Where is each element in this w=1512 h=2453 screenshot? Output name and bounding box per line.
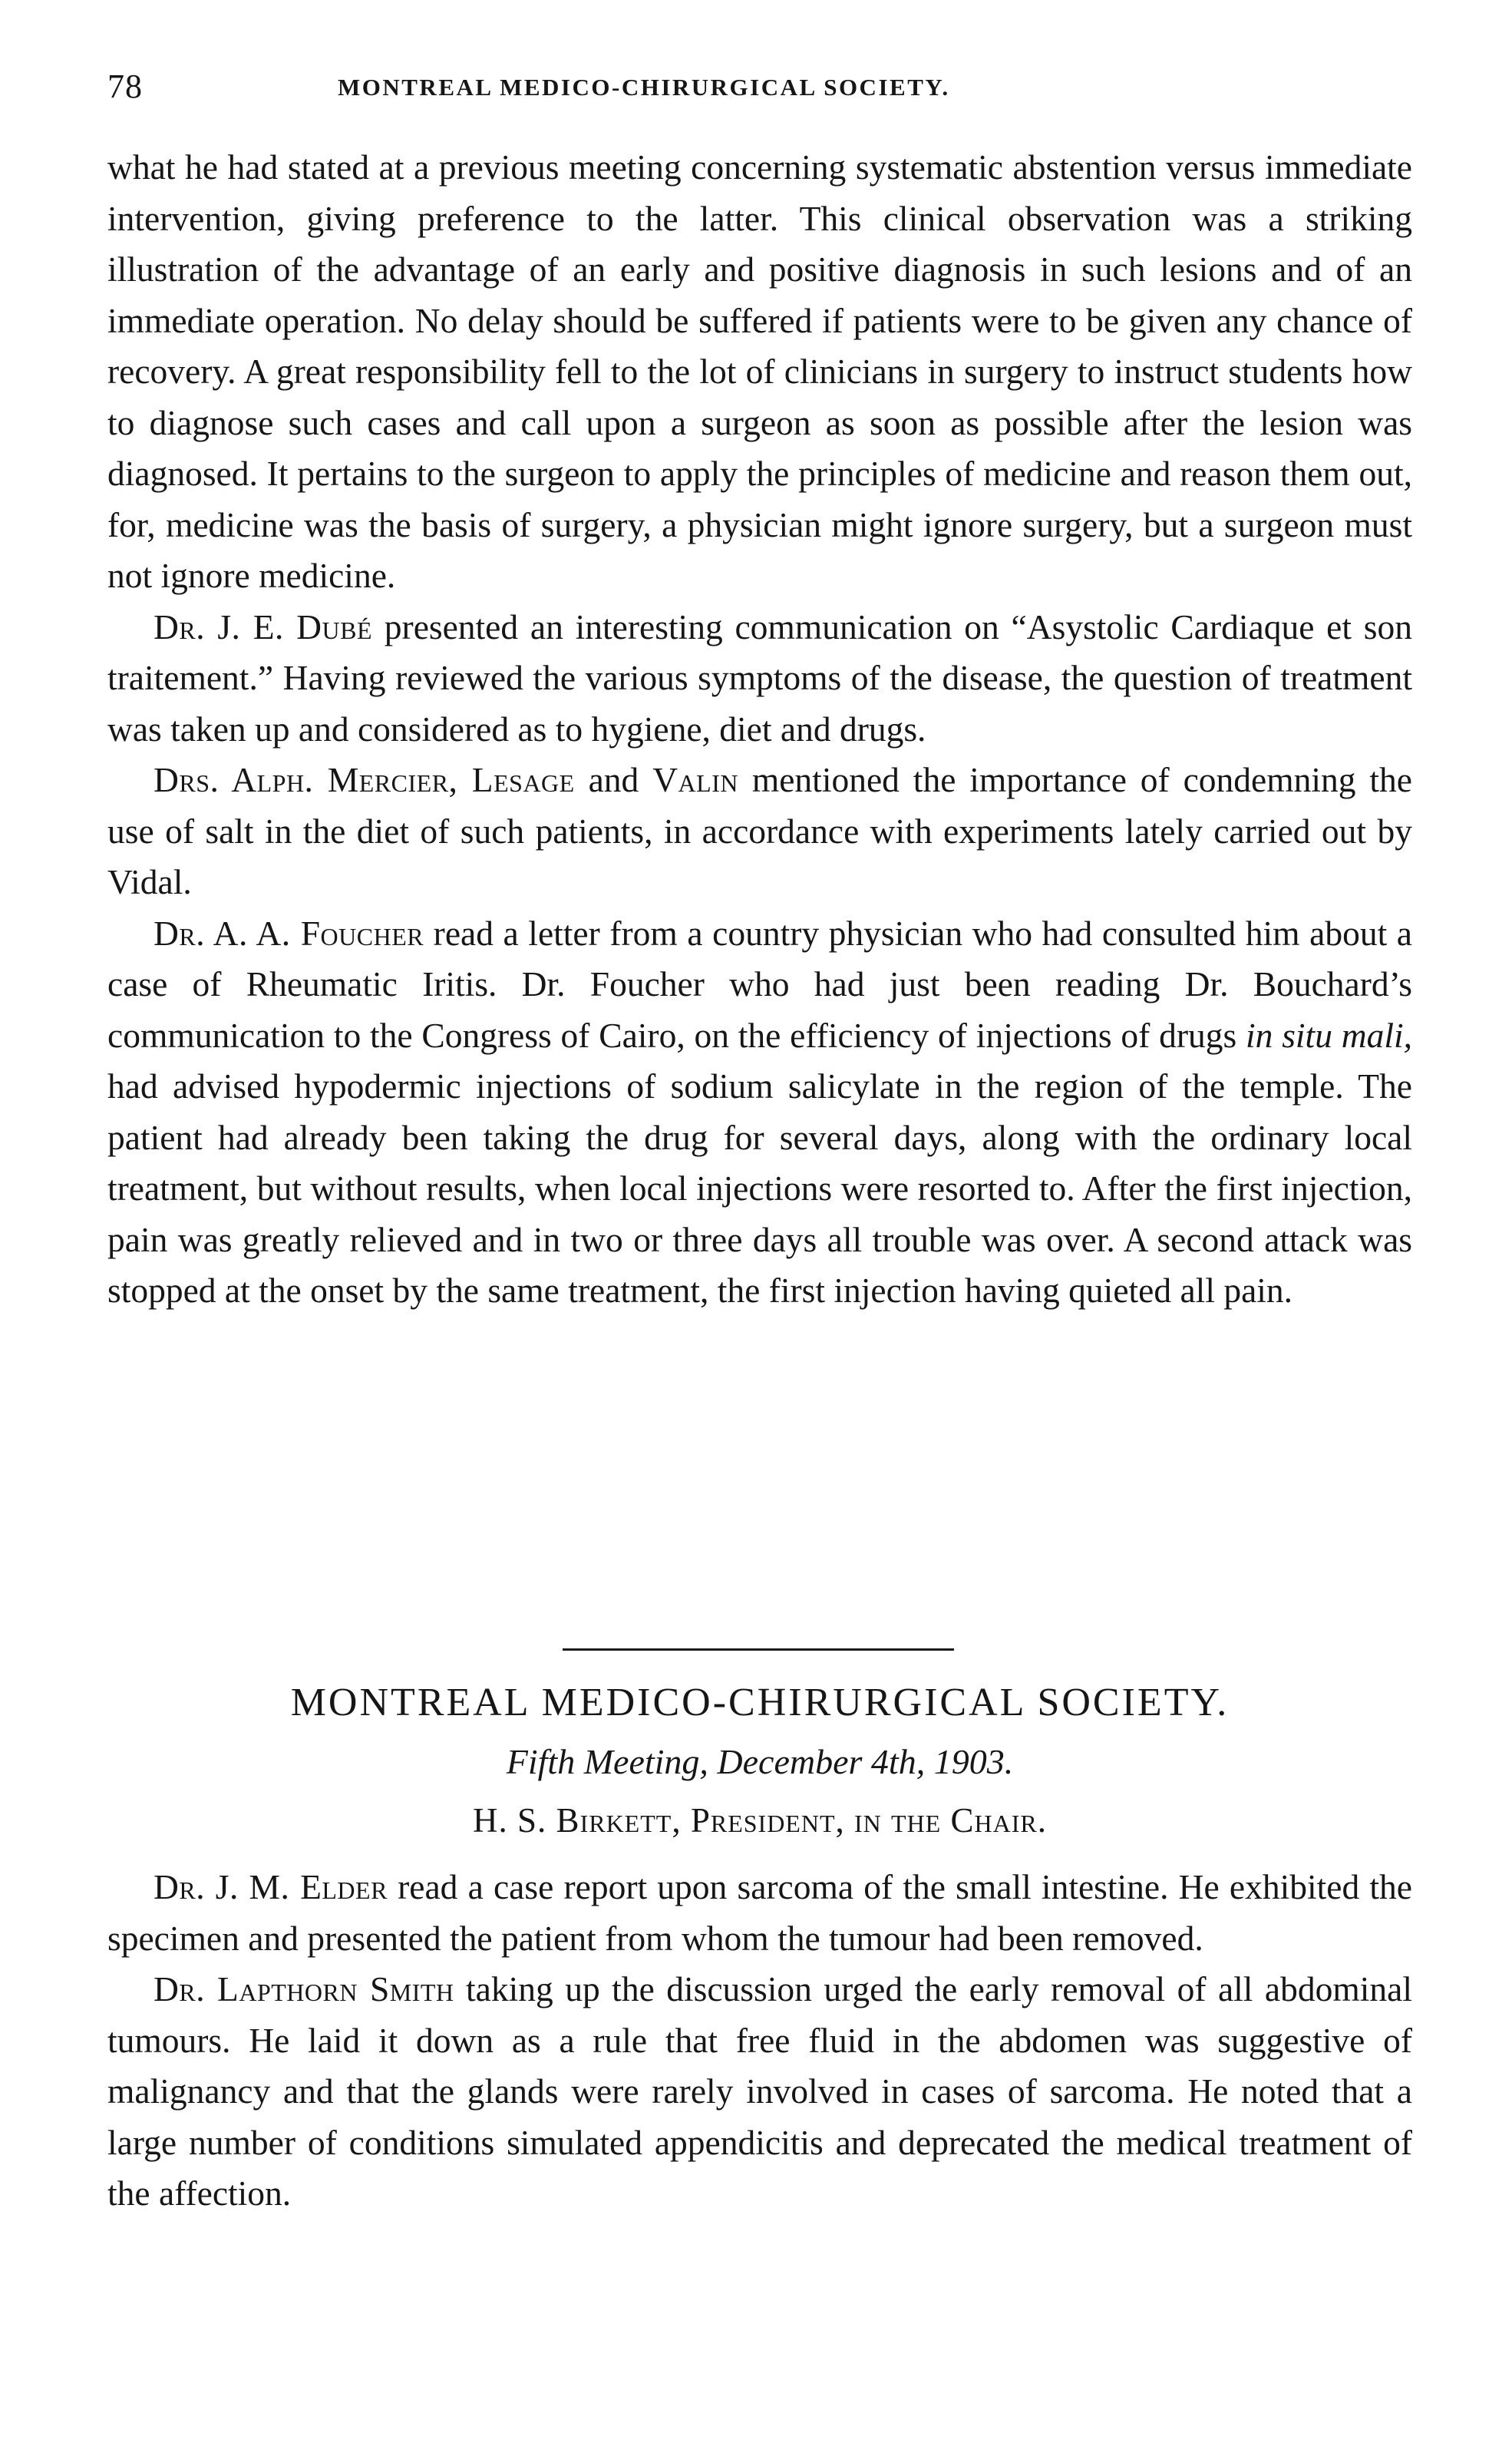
first-section-body	[107, 142, 1412, 1317]
italic-in-situ-mali: in situ mali,	[1246, 1015, 1412, 1055]
section-title: MONTREAL MEDICO-CHIRURGICAL SOCIETY.	[290, 1681, 1230, 1724]
speaker-elder: Dr. J. M. Elder	[154, 1867, 388, 1906]
paragraph-smith	[107, 1964, 1412, 2220]
speaker-foucher: Dr. A. A. Foucher	[154, 913, 424, 953]
speaker-lapthorn-smith: Dr. Lapthorn Smith	[154, 1969, 454, 2008]
paragraph-dube-text: presented an interesting communication on “Asystolic Cardiaque et son traitement.” Having reviewed the various symptoms of the disease, the question of treatment was taken up and considered as to hygiene, diet and drugs.	[107, 607, 1412, 749]
paragraph-dube	[107, 602, 1412, 755]
paragraph-foucher-text-b: had advised hypodermic injections of sodium salicylate in the region of the temple. The patient had already been taking the drug for several days, along with the ordinary local treatment, but without results, when local injections were resorted to. After the first injection, pain was greatly relieved and in two or three days all trouble was over. A second attack was stopped at the onset by the same treatment, the first injection having quieted all pain.	[107, 1066, 1412, 1310]
paragraph-mercier-text: mentioned the importance of condemning the use of salt in the diet of such patients, in accordance with experiments lately carried out by Vidal.	[107, 760, 1412, 901]
paragraph-foucher-text-a: read a letter from a country physician who had consulted him about a case of Rheumatic Iritis. Dr. Foucher who had just been reading Dr. Bouchard’s communication to the Congress of Cairo, on the efficiency of injections of drugs	[107, 913, 1412, 1055]
meeting-date-line: Fifth Meeting, December 4th, 1903.	[506, 1742, 1014, 1781]
running-head	[107, 68, 1397, 114]
paragraph-elder	[107, 1862, 1412, 1964]
chair-line: H. S. Birkett, President, in the Chair.	[473, 1801, 1047, 1840]
conjunction-and: and	[574, 760, 653, 799]
second-section-body	[107, 1862, 1412, 2220]
speaker-dube: Dr. J. E. Dubé	[154, 607, 373, 646]
speakers-mercier-lesage: Drs. Alph. Mercier, Lesage	[154, 760, 575, 799]
running-head-title: MONTREAL MEDICO-CHIRURGICAL SOCIETY.	[338, 74, 950, 101]
paragraph-mercier	[107, 755, 1412, 908]
section-divider-rule	[563, 1648, 954, 1651]
paragraph-smith-text: taking up the discussion urged the early removal of all abdominal tumours. He laid it down as a rule that free fluid in the abdomen was suggestive of malignancy and that the glands were rarely involved in cases of sarcoma. He noted that a large number of conditions simulated appendicitis and deprecated the medical treatment of the affection.	[107, 1969, 1412, 2213]
paragraph-continuation: what he had stated at a previous meeting concerning systematic abstention versus immediate intervention, giving preference to the latter. This clinical observation was a striking illustration of the advantage of an early and positive diagnosis in such lesions and of an immediate operation. No delay should be suffered if patients were to be given any chance of recovery. A great responsibility fell to the lot of clinicians in surgery to instruct students how to diagnose such cases and call upon a surgeon as soon as possible after the lesion was diagnosed. It pertains to the surgeon to apply the principles of medicine and reason them out, for, medicine was the basis of surgery, a physician might ignore surgery, but a surgeon must not ignore medicine.	[107, 147, 1412, 595]
paragraph-elder-text: read a case report upon sarcoma of the small intestine. He exhibited the specimen and presented the patient from whom the tumour had been removed.	[107, 1867, 1412, 1958]
paragraph-foucher	[107, 908, 1412, 1317]
speaker-valin: Valin	[652, 760, 738, 799]
page-number: 78	[107, 68, 143, 105]
